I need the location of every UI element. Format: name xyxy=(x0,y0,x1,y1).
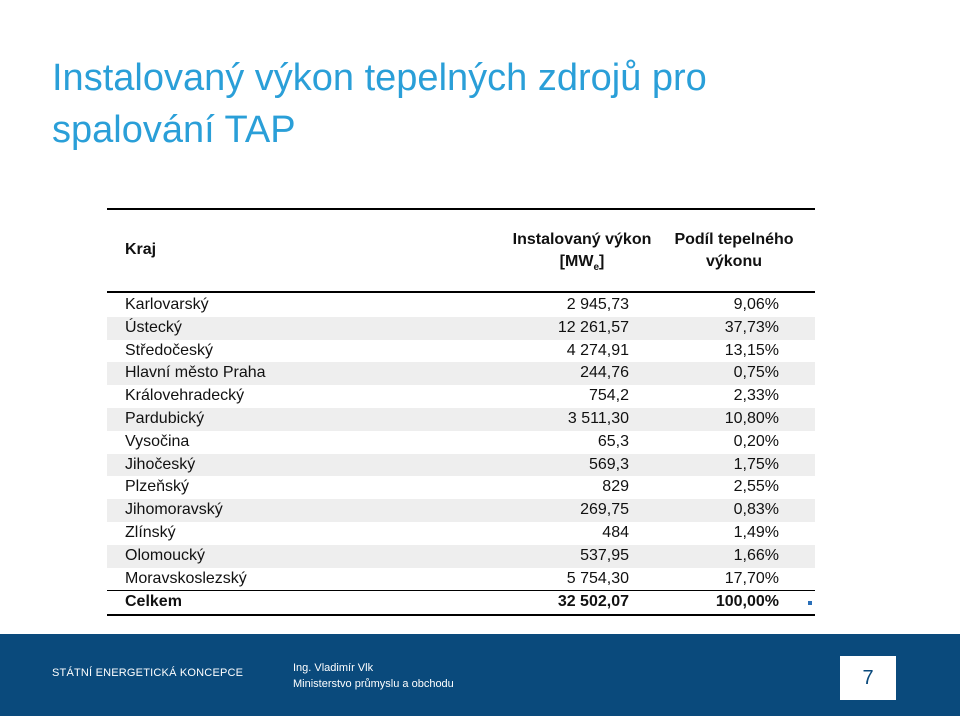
table-row xyxy=(107,340,815,363)
cell-kraj: Středočeský xyxy=(125,341,214,359)
table-total-row xyxy=(107,591,815,614)
cell-podil: 2,33% xyxy=(733,387,779,405)
table-row xyxy=(107,499,815,522)
header-podil-line2: výkonu xyxy=(705,253,762,270)
table-row xyxy=(107,522,815,545)
cell-podil: 17,70% xyxy=(724,569,779,587)
table-row xyxy=(107,476,815,499)
cell-podil: 9,06% xyxy=(733,296,779,313)
cell-kraj: Královehradecký xyxy=(125,387,245,405)
table-row xyxy=(107,545,815,568)
table-bottom-rule xyxy=(107,614,815,616)
header-podil-line1: Podíl tepelného xyxy=(674,231,794,248)
header-kraj: Kraj xyxy=(125,241,157,258)
cell-kraj: Karlovarský xyxy=(125,296,209,313)
cell-kraj: Jihomoravský xyxy=(125,501,223,519)
table-row xyxy=(107,317,815,340)
total-podil: 100,00% xyxy=(715,593,779,611)
table-row xyxy=(107,568,815,591)
page-number: 7 xyxy=(840,656,896,700)
footer-bar xyxy=(0,634,960,716)
cell-vykon: 754,2 xyxy=(588,387,629,405)
footer-author-block xyxy=(293,660,454,692)
cell-kraj: Ústecký xyxy=(125,318,182,336)
cell-kraj: Jihočeský xyxy=(125,455,196,473)
cell-podil: 37,73% xyxy=(724,318,779,336)
cell-podil: 0,83% xyxy=(733,501,779,519)
header-vykon-unit: $[MW_e]$ xyxy=(559,253,605,274)
cell-podil: 1,49% xyxy=(733,523,779,541)
footer-author: Ing. Vladimír Vlk xyxy=(293,662,374,674)
cell-vykon: 244,76 xyxy=(580,364,629,382)
cell-vykon: 3 511,30 xyxy=(567,409,629,427)
blue-dot-marker xyxy=(808,601,812,605)
table-row xyxy=(107,431,815,454)
cell-vykon: 5 754,30 xyxy=(566,569,629,587)
cell-vykon: 569,3 xyxy=(588,455,629,473)
cell-podil: 0,20% xyxy=(733,432,779,450)
header-vykon xyxy=(497,229,667,279)
footer-ministry: Ministerstvo průmyslu a obchodu xyxy=(293,678,454,690)
table-row xyxy=(107,362,815,385)
cell-kraj: Vysočina xyxy=(125,432,190,450)
cell-podil: 0,75% xyxy=(733,364,779,382)
cell-podil: 10,80% xyxy=(724,409,779,427)
cell-kraj: Pardubický xyxy=(125,409,205,427)
cell-vykon: 829 xyxy=(602,478,629,496)
cell-vykon: 269,75 xyxy=(580,501,629,519)
cell-kraj: Moravskoslezský xyxy=(125,569,247,587)
table-row xyxy=(107,454,815,477)
total-kraj: Celkem xyxy=(125,593,182,611)
slide-title-line2: spalování TAP xyxy=(52,109,296,151)
slide-title-line1: Instalovaný výkon tepelných zdrojů pro xyxy=(52,57,707,99)
cell-podil: 2,55% xyxy=(733,478,779,496)
cell-podil: 13,15% xyxy=(724,341,779,359)
table-header xyxy=(107,210,815,292)
cell-vykon: 537,95 xyxy=(580,546,629,564)
header-podil xyxy=(659,229,809,273)
table-row xyxy=(107,294,815,317)
table-row xyxy=(107,408,815,431)
slide-title xyxy=(52,52,912,156)
cell-podil: 1,75% xyxy=(733,455,779,473)
table-body xyxy=(107,294,815,616)
header-vykon-label: Instalovaný výkon xyxy=(512,231,652,248)
cell-vykon: 4 274,91 xyxy=(566,341,629,359)
table-header-rule xyxy=(107,291,815,293)
cell-kraj: Hlavní město Praha xyxy=(125,364,266,382)
cell-kraj: Zlínský xyxy=(125,523,176,541)
cell-vykon: 2 945,73 xyxy=(566,296,629,313)
cell-podil: 1,66% xyxy=(733,546,779,564)
cell-kraj: Plzeňský xyxy=(125,478,190,496)
cell-kraj: Olomoucký xyxy=(125,546,206,564)
cell-vykon: 65,3 xyxy=(597,432,629,450)
table-row xyxy=(107,385,815,408)
cell-vykon: 484 xyxy=(602,523,629,541)
footer-concept: STÁTNÍ ENERGETICKÁ KONCEPCE xyxy=(52,667,244,679)
total-vykon: 32 502,07 xyxy=(557,593,629,611)
cell-vykon: 12 261,57 xyxy=(557,318,629,336)
